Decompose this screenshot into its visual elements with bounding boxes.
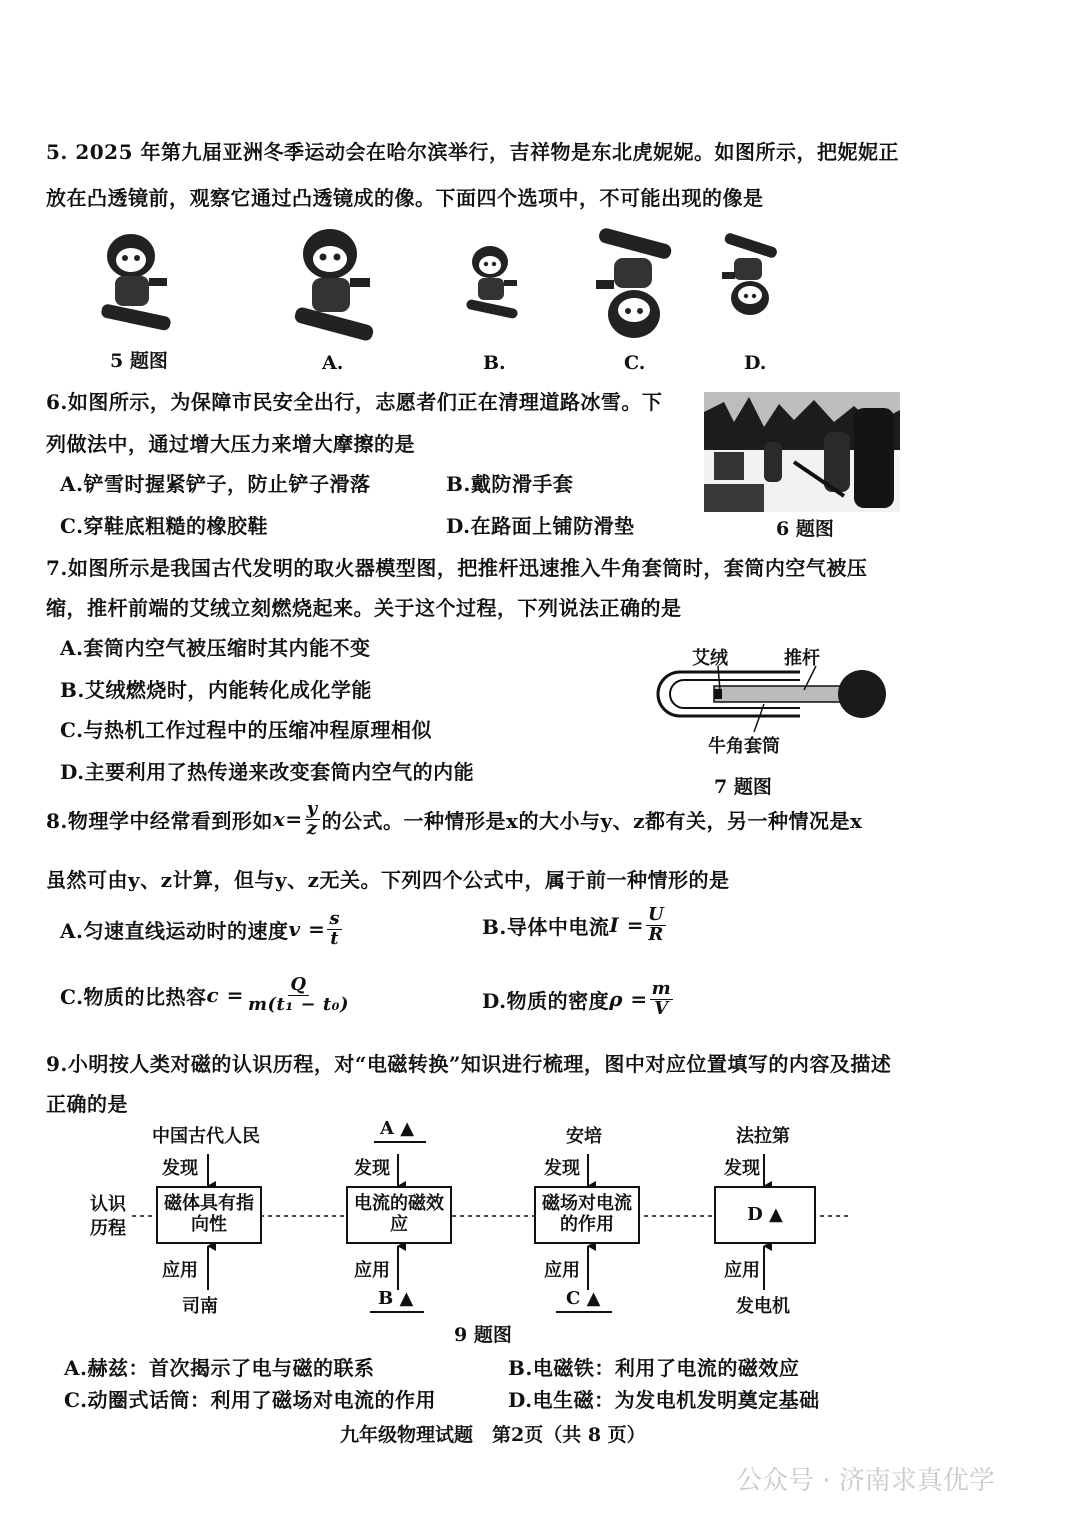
page-footer: 九年级物理试题 第2页（共 8 页）: [340, 1424, 646, 1446]
q9-col1-box: 磁体具有指向性: [156, 1186, 262, 1244]
q8-option-b-num: U: [647, 904, 665, 925]
q5-option-d-figure: [718, 232, 783, 322]
q9-col2-bottom: B ▲: [378, 1288, 414, 1309]
q9-option-b: B.电磁铁：利用了电流的磁效应: [508, 1356, 800, 1380]
q8-formula-den: z: [306, 817, 318, 839]
q8-formula-eq: =: [285, 807, 303, 832]
q8-option-a-text: A.匀速直线运动时的速度: [60, 918, 289, 943]
q8-option-a-fraction: [327, 910, 342, 949]
q6-stem-line1: 6.如图所示，为保障市民安全出行，志愿者们正在清理道路冰雪。下: [46, 390, 663, 414]
q9-col3-apply: 应用: [544, 1260, 580, 1281]
q7-option-c: C.与热机工作过程中的压缩冲程原理相似: [60, 718, 433, 742]
q8-formula-fraction: [305, 800, 320, 839]
q8-option-d-fraction: [650, 980, 674, 1019]
q8-stem-line2: 虽然可由y、z计算，但与y、z无关。下列四个公式中，属于前一种情形的是: [46, 868, 730, 892]
q5-caption-a: A.: [322, 352, 344, 374]
q9-option-c: C.动圈式话筒：利用了磁场对电流的作用: [64, 1388, 437, 1412]
q8-formula-var: x: [272, 807, 286, 832]
q9-stem-line2: 正确的是: [46, 1092, 128, 1116]
watermark: 公众号 · 济南求真优学: [736, 1466, 995, 1496]
q8-option-c-lhs: c =: [206, 983, 244, 1008]
q5-option-c-figure: [592, 224, 677, 349]
q9-col4-verb: 发现: [724, 1158, 760, 1179]
q6-option-b: B.戴防滑手套: [446, 472, 574, 496]
q6-option-c: C.穿鞋底粗糙的橡胶鞋: [60, 514, 269, 538]
q6-stem-line2: 列做法中，通过增大压力来增大摩擦的是: [46, 432, 415, 456]
q9-col2-apply: 应用: [354, 1260, 390, 1281]
q5-stem-line2: 放在凸透镜前，观察它通过凸透镜成的像。下面四个选项中，不可能出现的像是: [46, 186, 764, 210]
q9-col1-bottom: 司南: [182, 1296, 218, 1317]
q5-stem-line1: 5. 2025 年第九届亚洲冬季运动会在哈尔滨举行，吉祥物是东北虎妮妮。如图所示，把妮妮正: [46, 140, 899, 164]
q8-option-a-lhs: v =: [288, 917, 326, 942]
q7-stem-line2: 缩，推杆前端的艾绒立刻燃烧起来。关于这个过程，下列说法正确的是: [46, 596, 682, 620]
q8-stem-prefix: 8.物理学中经常看到形如: [46, 808, 273, 833]
q6-option-a: A.铲雪时握紧铲子，防止铲子滑落: [60, 472, 371, 496]
q9-col3-bottom: C ▲: [566, 1288, 601, 1309]
q8-option-c-num: Q: [290, 974, 307, 995]
q8-option-b-den: R: [648, 923, 664, 945]
q8-option-b: [482, 906, 668, 945]
q9-col3-box: 磁场对电流的作用: [534, 1186, 640, 1244]
q8-option-c-fraction: [246, 976, 351, 1015]
q9-col4-bottom: 发电机: [736, 1296, 790, 1317]
q8-option-d-lhs: ρ =: [609, 987, 648, 1012]
q9-col4-box: D ▲: [714, 1186, 816, 1244]
q9-col2-box: 电流的磁效应: [346, 1186, 452, 1244]
q9-col4-apply: 应用: [724, 1260, 760, 1281]
q9-caption: 9 题图: [454, 1324, 512, 1346]
q9-stem-line1: 9.小明按人类对磁的认识历程，对“电磁转换”知识进行梳理，图中对应位置填写的内容及描述: [46, 1052, 892, 1076]
q9-col3-top: 安培: [566, 1126, 602, 1147]
q9-col4-top: 法拉第: [736, 1126, 790, 1147]
q8-formula-num: y: [306, 798, 318, 819]
q9-col2-verb: 发现: [354, 1158, 390, 1179]
q7-caption: 7 题图: [714, 776, 772, 798]
q7-stem-line1: 7.如图所示是我国古代发明的取火器模型图，把推杆迅速推入牛角套筒时，套筒内空气被压: [46, 556, 868, 580]
q8-option-d: [482, 980, 675, 1019]
q8-stem-line1: [46, 800, 862, 839]
q8-option-b-lhs: I =: [609, 913, 644, 938]
q8-option-c: [60, 976, 353, 1015]
q9-col1-apply: 应用: [162, 1260, 198, 1281]
q7-option-d: D.主要利用了热传递来改变套筒内空气的内能: [60, 760, 475, 784]
q8-option-b-text: B.导体中电流: [482, 914, 610, 939]
q7-label-airong: 艾绒: [692, 648, 728, 669]
q9-side-label-1: 认识: [90, 1194, 126, 1215]
q8-option-c-den: m(t₁ − t₀): [247, 993, 350, 1015]
q9-col1-top: 中国古代人民: [152, 1126, 260, 1147]
q8-option-a-num: s: [329, 908, 340, 929]
q8-option-d-den: V: [654, 997, 669, 1019]
q8-option-d-num: m: [651, 978, 672, 999]
q8-option-d-text: D.物质的密度: [482, 988, 610, 1013]
q8-option-c-text: C.物质的比热容: [60, 984, 207, 1009]
q5-caption-figure: 5 题图: [110, 350, 168, 372]
q9-col1-verb: 发现: [162, 1158, 198, 1179]
q7-option-a: A.套筒内空气被压缩时其内能不变: [60, 636, 371, 660]
q8-stem-suffix: 的公式。一种情形是x的大小与y、z都有关，另一种情况是x: [321, 808, 863, 833]
q5-mascot-original-figure: [95, 226, 175, 336]
q7-label-tuigan: 推杆: [784, 648, 820, 669]
q5-option-a-figure: [290, 222, 380, 347]
q9-option-a: A.赫兹：首次揭示了电与磁的联系: [64, 1356, 375, 1380]
q8-option-a: [60, 910, 344, 949]
q7-option-b: B.艾绒燃烧时，内能转化成化学能: [60, 678, 372, 702]
q9-side-label-2: 历程: [90, 1218, 126, 1239]
q5-caption-d: D.: [744, 352, 767, 374]
q7-label-leader-lines: [700, 660, 840, 740]
q9-col3-verb: 发现: [544, 1158, 580, 1179]
q8-option-a-den: t: [330, 927, 340, 949]
q6-caption: 6 题图: [776, 518, 834, 540]
q5-caption-b: B.: [483, 352, 506, 374]
q9-col2-top: A ▲: [380, 1118, 415, 1139]
q7-label-taotong: 牛角套筒: [708, 736, 780, 757]
q6-snow-clearing-photo: [704, 392, 900, 512]
q6-option-d: D.在路面上铺防滑垫: [446, 514, 635, 538]
q9-option-d: D.电生磁：为发电机发明奠定基础: [508, 1388, 820, 1412]
q8-option-b-fraction: [646, 906, 666, 945]
q5-caption-c: C.: [624, 352, 646, 374]
q5-option-b-figure: [462, 240, 522, 325]
